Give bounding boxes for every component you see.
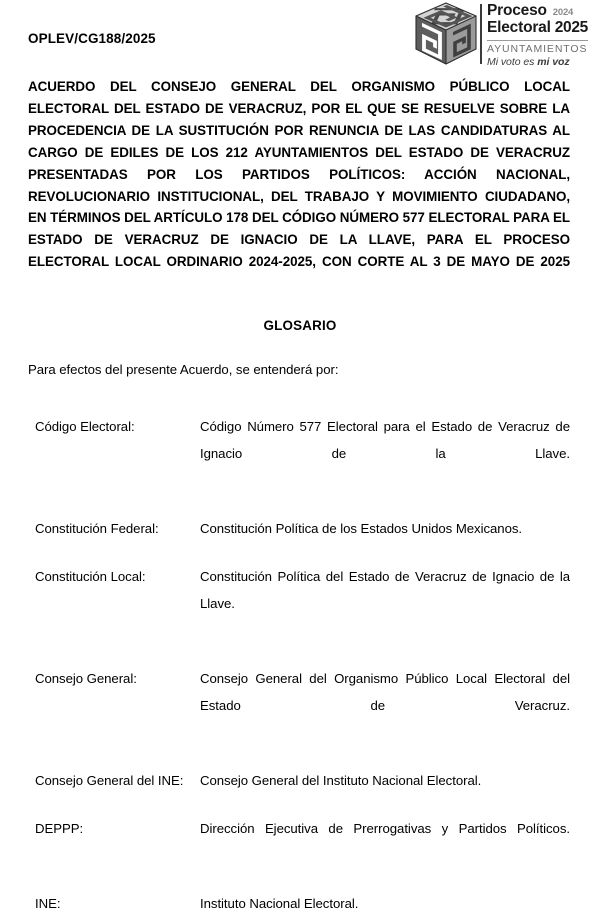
glossary-term: Código Electoral: <box>35 419 135 435</box>
logo-word-electoral: Electoral <box>487 19 551 37</box>
glossary-term: Constitución Federal: <box>35 521 159 537</box>
glossary-row <box>35 890 570 917</box>
document-header <box>0 0 600 76</box>
glossary-row <box>35 815 570 869</box>
glossary-row <box>35 665 570 746</box>
glossary-definition: Constitución Política de los Estados Unidos Mexicanos. <box>200 521 523 537</box>
document-code: OPLEV/CG188/2025 <box>28 31 156 46</box>
glossary-row <box>35 767 570 794</box>
glosario-heading: GLOSARIO <box>263 318 337 334</box>
logo-divider <box>480 4 482 64</box>
logo-year-2025: 2025 <box>554 19 588 37</box>
glosario-intro: Para efectos del presente Acuerdo, se entenderá por: <box>28 362 339 378</box>
glossary-row <box>35 515 570 542</box>
glossary-term: Constitución Local: <box>35 569 146 585</box>
isometric-cube-greca-icon <box>414 2 478 68</box>
glossary-row <box>35 413 570 494</box>
glossary-term: INE: <box>35 896 61 912</box>
logo-word-proceso: Proceso <box>487 2 547 19</box>
glossary-definition: Código Número 577 Electoral para el Estado de Veracruz de Ignacio de la Llave. <box>200 419 570 462</box>
logo-slogan-bold: mi voz <box>537 55 570 68</box>
glossary-table <box>35 413 570 917</box>
glossary-term: DEPPP: <box>35 821 84 837</box>
glossary-row <box>35 563 570 644</box>
glossary-definition: Instituto Nacional Electoral. <box>200 896 359 912</box>
logo-year-2024: 2024 <box>552 7 574 18</box>
glossary-definition: Consejo General del Organismo Público Local Electoral del Estado de Veracruz. <box>200 671 570 714</box>
logo-horizontal-rule <box>487 40 588 41</box>
glossary-term: Consejo General del INE: <box>35 773 184 789</box>
glossary-term: Consejo General: <box>35 671 137 687</box>
logo-line-proceso <box>487 3 588 19</box>
logo-slogan <box>487 56 588 69</box>
glossary-definition: Consejo General del Instituto Nacional Electoral. <box>200 773 482 789</box>
proceso-electoral-logo <box>414 2 588 70</box>
glossary-definition: Dirección Ejecutiva de Prerrogativas y Partidos Políticos. <box>200 821 570 837</box>
acuerdo-title: ACUERDO DEL CONSEJO GENERAL DEL ORGANISMO PÚBLICO LOCAL ELECTORAL DEL ESTADO DE VERACRUZ, POR EL QUE SE RESUELVE SOBRE LA PROCEDENCIA DE LA SUSTITUCIÓN POR RENUNCIA DE LAS CANDIDATURAS AL CARGO DE EDILES DE LOS 212 AYUNTAMIENTOS DEL ESTADO DE VERACRUZ PRESENTADAS POR LOS PARTIDOS POLÍTICOS: ACCIÓN NACIONAL, REVOLUCIONARIO INSTITUCIONAL, DEL TRABAJO Y MOVIMIENTO CIUDADANO, EN TÉRMINOS DEL ARTÍCULO 178 DEL CÓDIGO NÚMERO 577 ELECTORAL PARA EL ESTADO DE VERACRUZ DE IGNACIO DE LA LLAVE, PARA EL PROCESO ELECTORAL LOCAL ORDINARIO 2024-2025, CON CORTE AL 3 DE MAYO DE 2025 <box>28 79 570 270</box>
glossary-definition: Constitución Política del Estado de Veracruz de Ignacio de la Llave. <box>200 569 570 612</box>
logo-slogan-plain: Mi voto es <box>487 55 538 68</box>
logo-text-block <box>487 2 588 68</box>
logo-line-electoral <box>487 20 588 36</box>
logo-subtitle-ayuntamientos: AYUNTAMIENTOS <box>487 42 588 55</box>
